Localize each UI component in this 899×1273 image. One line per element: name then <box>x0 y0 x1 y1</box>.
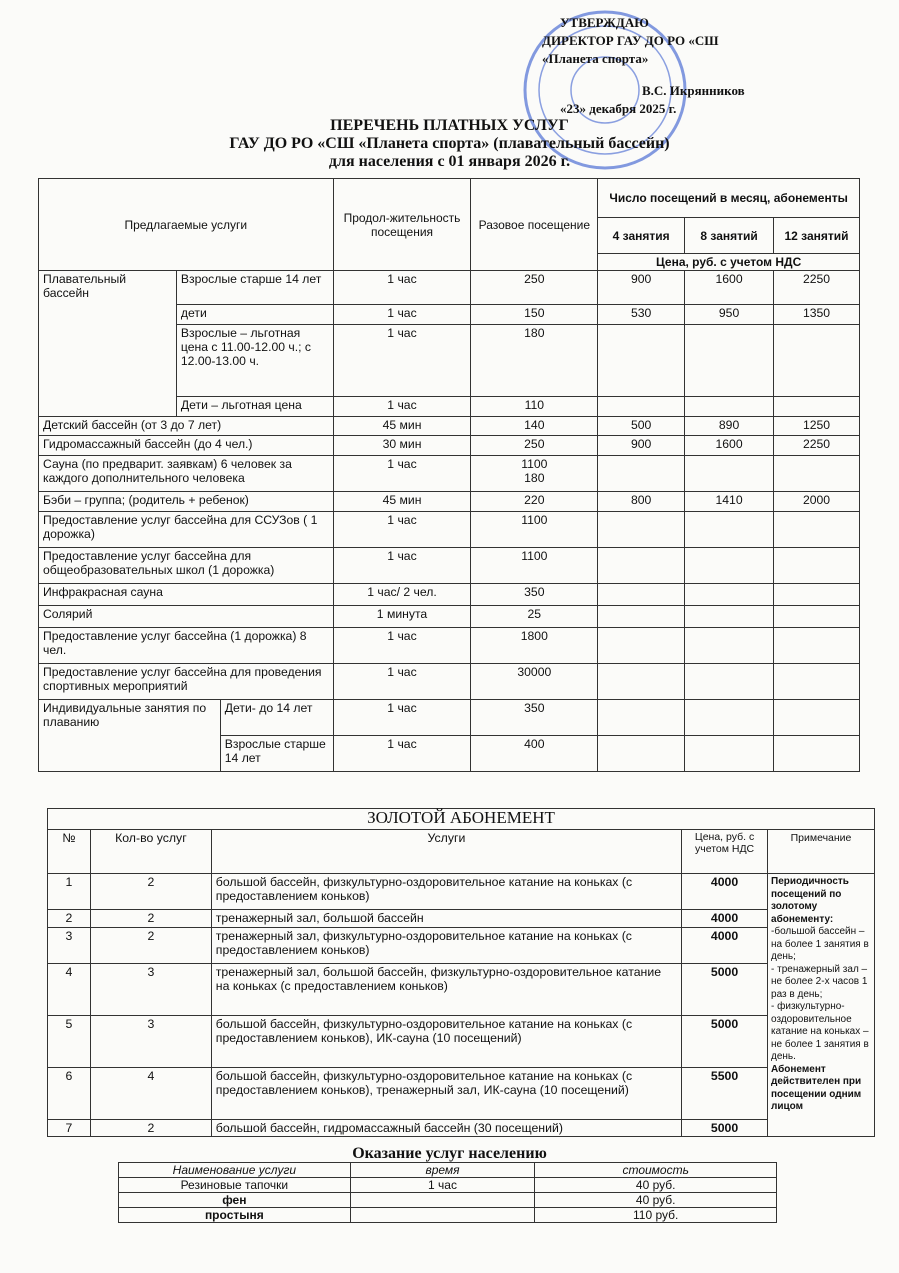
approval-signature: В.С. Икрянников <box>642 83 745 98</box>
gold-table <box>47 808 875 1137</box>
table-row <box>48 1068 875 1120</box>
extras-title: Оказание услуг населению <box>352 1145 547 1162</box>
table-row <box>119 1178 777 1193</box>
cell-empty <box>685 664 774 700</box>
table-row <box>39 417 860 436</box>
cell-empty <box>685 606 774 628</box>
cell-name: фен <box>119 1193 351 1208</box>
note-line: - тренажерный зал – не более 2-х часов 1 раз в день; <box>771 963 868 1000</box>
cell-services: тренажерный зал, большой бассейн, физкультурно-оздоровительное катание на коньках (с предоставлением коньков) <box>211 964 681 1016</box>
table-row <box>39 664 860 700</box>
cell-empty <box>774 606 860 628</box>
cell-services: тренажерный зал, физкультурно-оздоровительное катание на коньках (с предоставлением коньков) <box>211 928 681 964</box>
cell-single: 350 <box>471 700 598 736</box>
cell-service: Предоставление услуг бассейна для ССУЗов ( 1 дорожка) <box>39 512 334 548</box>
cell-empty <box>598 606 685 628</box>
cell-price: 4000 <box>682 928 768 964</box>
note-line: -большой бассейн – на более 1 занятия в день; <box>771 926 869 962</box>
cell-s12: 2250 <box>774 436 860 456</box>
cell-empty <box>598 736 685 772</box>
cell-duration: 1 час <box>333 271 471 305</box>
cell-count: 2 <box>90 1120 211 1137</box>
extras-header-time: время <box>350 1163 535 1178</box>
cell-s4: 530 <box>598 305 685 325</box>
cell-num: 7 <box>48 1120 91 1137</box>
cell-price: 5500 <box>682 1068 768 1120</box>
cell-single: 250 <box>471 271 598 305</box>
cell-services: большой бассейн, физкультурно-оздоровительное катание на коньках (с предоставлением коньков), тренажерный зал, ИК-сауна (10 посещений) <box>211 1068 681 1120</box>
table-row <box>48 964 875 1016</box>
sauna-extra-price: 180 <box>524 471 545 485</box>
cell-empty <box>774 584 860 606</box>
cell-service: Предоставление услуг бассейна для проведения спортивных мероприятий <box>39 664 334 700</box>
cell-duration: 1 час <box>333 512 471 548</box>
cell-empty <box>598 456 685 492</box>
cell-duration: 1 час <box>333 700 471 736</box>
table-row <box>39 548 860 584</box>
cell-services: тренажерный зал, большой бассейн <box>211 910 681 928</box>
cell-empty <box>598 664 685 700</box>
cell-empty <box>774 700 860 736</box>
cell-num: 4 <box>48 964 91 1016</box>
table-row <box>48 1016 875 1068</box>
services-table <box>38 178 860 772</box>
page-subtitle: ГАУ ДО РО «СШ «Планета спорта» (плавательный бассейн) <box>229 135 670 152</box>
cell-time <box>350 1208 535 1223</box>
cell-who: Дети – льготная цена <box>176 397 333 417</box>
gold-note <box>768 874 875 1137</box>
cell-num: 6 <box>48 1068 91 1120</box>
cell-count: 2 <box>90 874 211 910</box>
cell-single: 140 <box>471 417 598 436</box>
cell-s8: 1600 <box>685 271 774 305</box>
cell-single: 400 <box>471 736 598 772</box>
cell-s4: 900 <box>598 271 685 305</box>
cell-empty <box>598 700 685 736</box>
header-duration: Продол-жительность посещения <box>333 179 471 271</box>
cell-duration: 1 час <box>333 305 471 325</box>
cell-empty <box>774 456 860 492</box>
cell-price: 5000 <box>682 964 768 1016</box>
cell-num: 3 <box>48 928 91 964</box>
cell-price: 5000 <box>682 1120 768 1137</box>
cell-duration: 1 час <box>333 548 471 584</box>
note-line: Периодичность посещений по золотому абонементу: <box>771 876 849 925</box>
pool-label: Плавательный бассейн <box>39 271 177 417</box>
cell-empty <box>685 700 774 736</box>
cell-duration: 1 час <box>333 456 471 492</box>
gold-header-num: № <box>48 830 91 874</box>
cell-duration: 1 час <box>333 628 471 664</box>
cell-cost: 110 руб. <box>535 1208 777 1223</box>
cell-single: 110 <box>471 397 598 417</box>
cell-empty <box>598 548 685 584</box>
cell-duration: 45 мин <box>333 417 471 436</box>
cell-single: 150 <box>471 305 598 325</box>
page-title: ПЕРЕЧЕНЬ ПЛАТНЫХ УСЛУГ <box>330 117 569 134</box>
cell-who: Взрослые старше 14 лет <box>176 271 333 305</box>
cell-empty <box>774 397 860 417</box>
cell-duration: 1 минута <box>333 606 471 628</box>
cell-who: Взрослые – льготная цена с 11.00-12.00 ч.; с 12.00-13.00 ч. <box>176 325 333 397</box>
page-subtitle-date: для населения с 01 января 2026 г. <box>328 153 571 170</box>
cell-empty <box>685 325 774 397</box>
cell-time: 1 час <box>350 1178 535 1193</box>
header-price: Цена, руб. с учетом НДС <box>598 254 860 271</box>
cell-empty <box>774 736 860 772</box>
gold-header-count: Кол-во услуг <box>90 830 211 874</box>
cell-count: 2 <box>90 928 211 964</box>
cell-empty <box>685 628 774 664</box>
cell-empty <box>598 512 685 548</box>
cell-num: 1 <box>48 874 91 910</box>
cell-empty <box>774 512 860 548</box>
cell-service: Бэби – группа; (родитель + ребенок) <box>39 492 334 512</box>
cell-price: 5000 <box>682 1016 768 1068</box>
header-4: 4 занятия <box>598 218 685 254</box>
gold-header-note: Примечание <box>768 830 875 874</box>
cell-empty <box>685 456 774 492</box>
cell-service: Детский бассейн (от 3 до 7 лет) <box>39 417 334 436</box>
cell-empty <box>598 628 685 664</box>
cell-empty <box>774 664 860 700</box>
table-row <box>39 512 860 548</box>
cell-service: Гидромассажный бассейн (до 4 чел.) <box>39 436 334 456</box>
cell-duration: 1 час <box>333 736 471 772</box>
cell-count: 3 <box>90 964 211 1016</box>
cell-s12: 1350 <box>774 305 860 325</box>
cell-empty <box>685 584 774 606</box>
table-row <box>48 874 875 910</box>
cell-duration: 1 час <box>333 664 471 700</box>
gold-header-price: Цена, руб. с учетом НДС <box>682 830 768 874</box>
table-row <box>39 436 860 456</box>
cell-s12: 2000 <box>774 492 860 512</box>
cell-single: 1800 <box>471 628 598 664</box>
cell-count: 3 <box>90 1016 211 1068</box>
cell-single: 25 <box>471 606 598 628</box>
cell-s4: 800 <box>598 492 685 512</box>
approval-line-3: «Планета спорта» <box>542 51 649 66</box>
cell-s4: 900 <box>598 436 685 456</box>
cell-single: 1100 <box>471 548 598 584</box>
gold-header-services: Услуги <box>211 830 681 874</box>
cell-name: простыня <box>119 1208 351 1223</box>
header-12: 12 занятий <box>774 218 860 254</box>
cell-name: Резиновые тапочки <box>119 1178 351 1193</box>
cell-who: Дети- до 14 лет <box>220 700 333 736</box>
cell-empty <box>685 512 774 548</box>
cell-num: 5 <box>48 1016 91 1068</box>
cell-who: дети <box>176 305 333 325</box>
cell-cost: 40 руб. <box>535 1193 777 1208</box>
table-row <box>48 910 875 928</box>
individual-label: Индивидуальные занятия по плаванию <box>39 700 221 772</box>
table-row <box>48 928 875 964</box>
table-row <box>39 492 860 512</box>
cell-single: 350 <box>471 584 598 606</box>
cell-s4: 500 <box>598 417 685 436</box>
extras-header-name: Наименование услуги <box>119 1163 351 1178</box>
cell-empty <box>774 628 860 664</box>
table-row <box>39 628 860 664</box>
cell-empty <box>685 548 774 584</box>
header-service: Предлагаемые услуги <box>39 179 334 271</box>
approval-line-1: УТВЕРЖДАЮ <box>560 15 649 30</box>
table-row <box>119 1208 777 1223</box>
cell-services: большой бассейн, гидромассажный бассейн (30 посещений) <box>211 1120 681 1137</box>
cell-s8: 1600 <box>685 436 774 456</box>
approval-date: «23» декабря 2025 г. <box>560 101 677 116</box>
cell-duration: 30 мин <box>333 436 471 456</box>
cell-single: 1100 <box>471 512 598 548</box>
header-single: Разовое посещение <box>471 179 598 271</box>
cell-num: 2 <box>48 910 91 928</box>
cell-count: 4 <box>90 1068 211 1120</box>
cell-time <box>350 1193 535 1208</box>
cell-cost: 40 руб. <box>535 1178 777 1193</box>
cell-service: Предоставление услуг бассейна (1 дорожка) 8 чел. <box>39 628 334 664</box>
table-row <box>39 456 860 492</box>
cell-empty <box>598 584 685 606</box>
cell-empty <box>598 325 685 397</box>
cell-empty <box>685 397 774 417</box>
cell-single: 250 <box>471 436 598 456</box>
note-line: - физкультурно-оздоровительное катание на коньках – не более 1 занятия в день. <box>771 1001 869 1062</box>
cell-price: 4000 <box>682 910 768 928</box>
cell-s12: 2250 <box>774 271 860 305</box>
cell-single <box>471 456 598 492</box>
extras-header-cost: стоимость <box>535 1163 777 1178</box>
cell-duration: 45 мин <box>333 492 471 512</box>
header-8: 8 занятий <box>685 218 774 254</box>
table-row <box>48 1120 875 1137</box>
gold-title: ЗОЛОТОЙ АБОНЕМЕНТ <box>48 809 875 830</box>
extras-table <box>118 1162 777 1223</box>
table-row <box>119 1193 777 1208</box>
cell-service: Предоставление услуг бассейна для общеобразовательных школ (1 дорожка) <box>39 548 334 584</box>
cell-empty <box>774 548 860 584</box>
cell-s12: 1250 <box>774 417 860 436</box>
cell-service: Солярий <box>39 606 334 628</box>
table-row <box>39 606 860 628</box>
cell-price: 4000 <box>682 874 768 910</box>
cell-single: 180 <box>471 325 598 397</box>
table-row <box>39 271 860 305</box>
cell-who: Взрослые старше 14 лет <box>220 736 333 772</box>
cell-duration: 1 час <box>333 397 471 417</box>
sauna-price: 1100 <box>521 457 548 471</box>
cell-services: большой бассейн, физкультурно-оздоровительное катание на коньках (с предоставлением коньков), ИК-сауна (10 посещений) <box>211 1016 681 1068</box>
cell-service: Инфракрасная сауна <box>39 584 334 606</box>
cell-duration: 1 час <box>333 325 471 397</box>
cell-empty <box>598 397 685 417</box>
cell-services: большой бассейн, физкультурно-оздоровительное катание на коньках (с предоставлением коньков) <box>211 874 681 910</box>
cell-count: 2 <box>90 910 211 928</box>
cell-s8: 950 <box>685 305 774 325</box>
cell-service: Сауна (по предварит. заявкам) 6 человек за каждого дополнительного человека <box>39 456 334 492</box>
cell-single: 30000 <box>471 664 598 700</box>
cell-empty <box>774 325 860 397</box>
cell-single: 220 <box>471 492 598 512</box>
cell-empty <box>685 736 774 772</box>
approval-line-2: ДИРЕКТОР ГАУ ДО РО «СШ <box>542 33 719 48</box>
cell-duration: 1 час/ 2 чел. <box>333 584 471 606</box>
note-line: Абонемент действителен при посещении одним лицом <box>771 1063 862 1112</box>
cell-s8: 890 <box>685 417 774 436</box>
approval-block <box>520 14 820 118</box>
header-subscriptions: Число посещений в месяц, абонементы <box>598 179 860 218</box>
table-row <box>39 700 860 736</box>
cell-s8: 1410 <box>685 492 774 512</box>
table-row <box>39 584 860 606</box>
